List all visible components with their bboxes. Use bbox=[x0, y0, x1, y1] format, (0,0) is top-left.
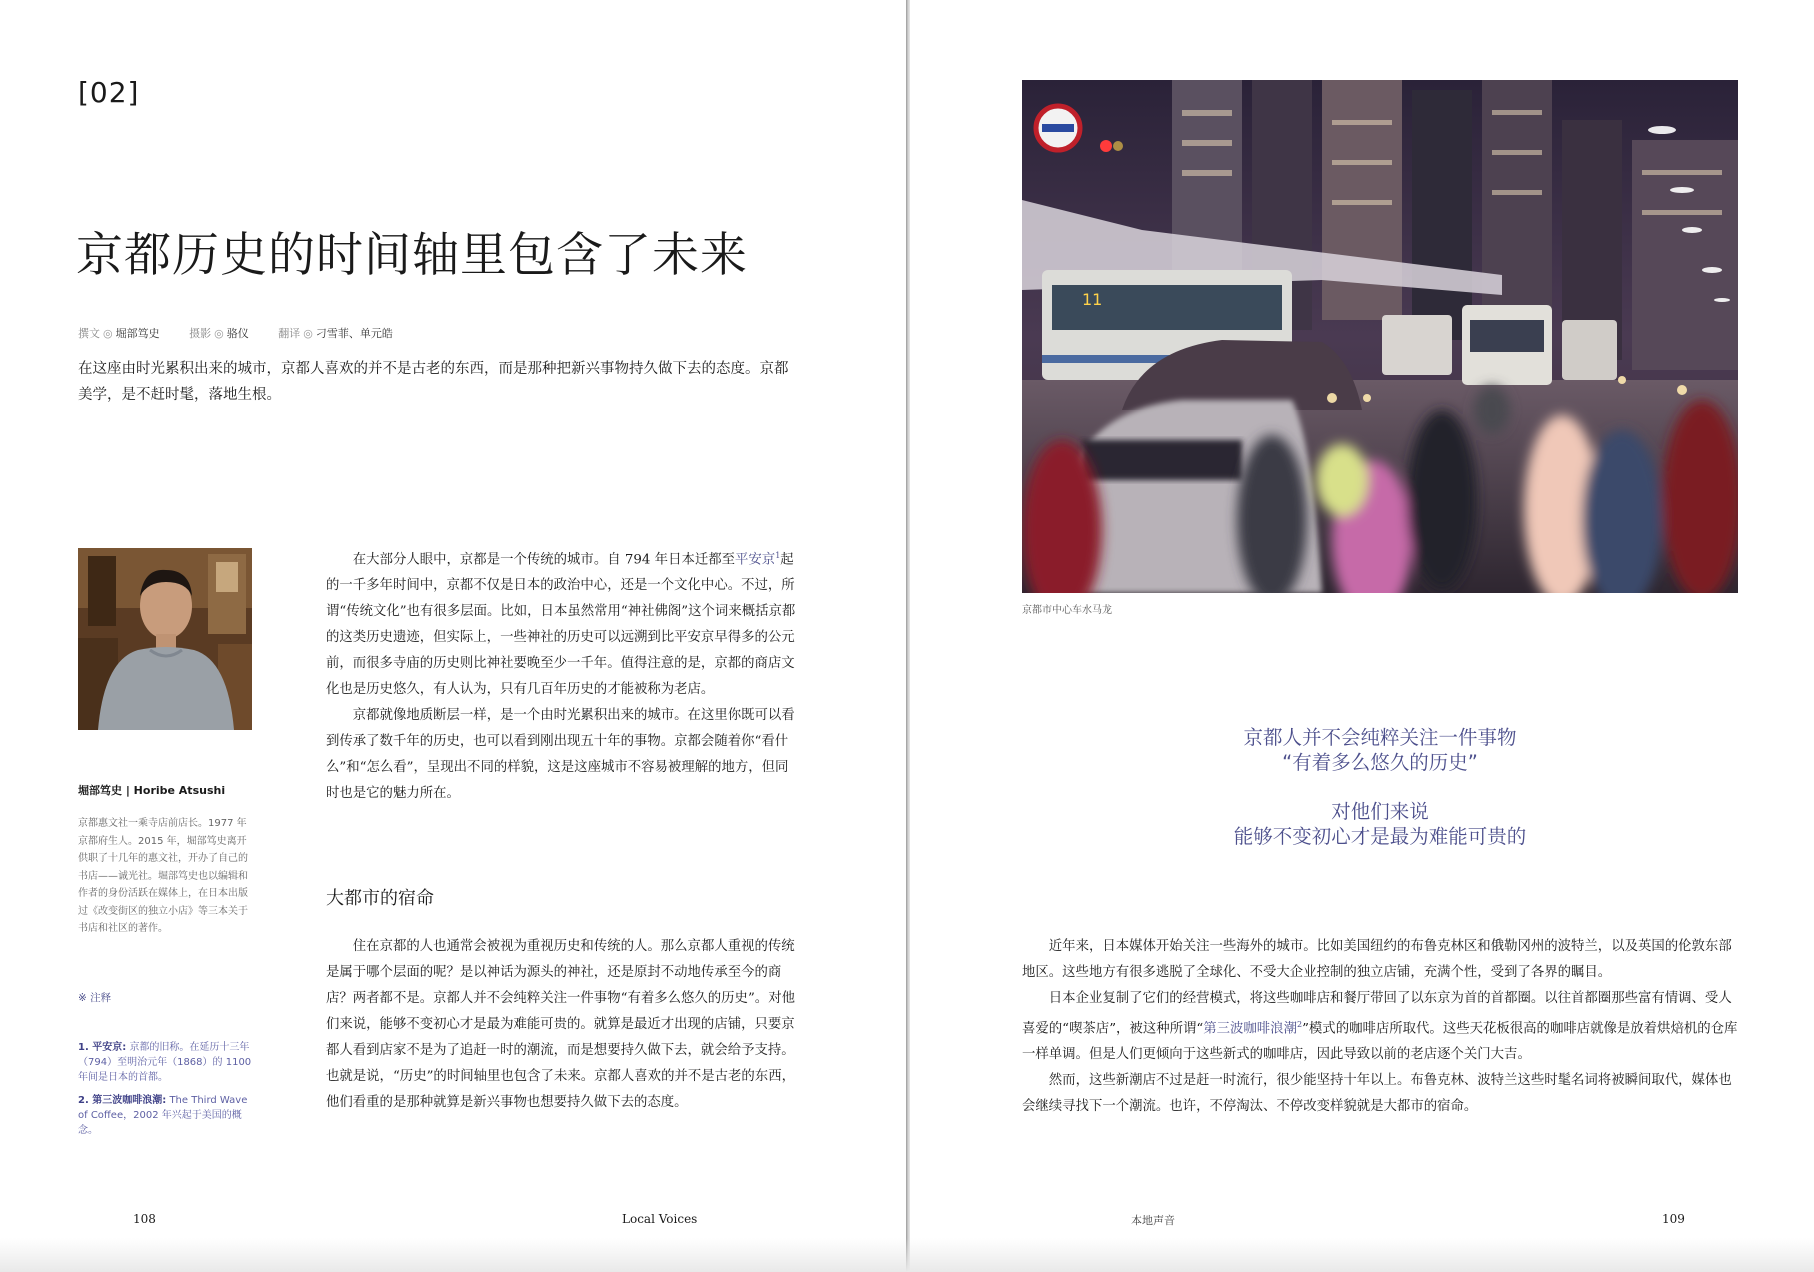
body-text bbox=[326, 543, 796, 807]
footnote-ref-third-wave: 第三波咖啡浪潮 bbox=[1203, 1021, 1297, 1037]
right-paragraph-3: 然而，这些新潮店不过是赶一时流行，很少能坚持十年以上。布鲁克林、波特兰这些时髦名词将被瞬间取代，媒体也会继续寻找下一个潮流。也许，不停淘汰、不停改变样貌就是大都市的宿命。 bbox=[1022, 1073, 1732, 1115]
kyoto-street-photo bbox=[1022, 80, 1738, 593]
article-number: [02] bbox=[78, 76, 140, 109]
pull-quote-line-2: “有着多么悠久的历史” bbox=[1282, 751, 1478, 774]
footnote-ref-heiankyo: 平安京 bbox=[735, 552, 776, 568]
page-number-right: 109 bbox=[1662, 1212, 1685, 1226]
page-bottom-shadow bbox=[0, 1238, 1814, 1272]
credit-translate: 翻译 ◎ 刁雪菲、单元皓 bbox=[278, 327, 393, 340]
right-paragraph-2: 日本企业复制了它们的经营模式，将这些咖啡店和餐厅带回了以东京为首的首都圈。以往首都圈那些富有情调、受人喜爱的“喫茶店”，被这种所谓“第三波咖啡浪潮$^2$”模式的咖啡店所取代。这些天花板很高的咖啡店就像是放着烘焙机的仓库一样单调。但是人们更倾向于这些新式的咖啡店，因此导致以前的老店逐个关门大吉。 bbox=[1022, 991, 1738, 1063]
page-number-left: 108 bbox=[133, 1212, 156, 1226]
pull-quote bbox=[1022, 725, 1738, 849]
running-title-left: Local Voices bbox=[622, 1212, 698, 1226]
lead-paragraph: 在这座由时光累积出来的城市，京都人喜欢的并不是古老的东西，而是那种把新兴事物持久做下去的态度。京都美学，是不赶时髦，落地生根。 bbox=[78, 361, 789, 403]
running-title-right: 本地声音 bbox=[1131, 1214, 1175, 1227]
author-name: 堀部笃史 | Horibe Atsushi bbox=[78, 784, 226, 797]
right-body-text bbox=[1022, 934, 1738, 1120]
section-body bbox=[326, 934, 796, 1116]
pull-quote-line-3: 对他们来说 bbox=[1331, 800, 1429, 823]
author-portrait bbox=[78, 548, 252, 730]
right-page bbox=[910, 0, 1814, 1272]
credit-writer: 撰文 ◎ 堀部笃史 bbox=[78, 327, 160, 340]
photo-caption: 京都市中心车水马龙 bbox=[1022, 605, 1112, 616]
credits-line bbox=[78, 325, 419, 341]
body-paragraph-2: 京都就像地质断层一样，是一个由时光累积出来的城市。在这里你既可以看到传承了数千年的历史，也可以看到刚出现五十年的事物。京都会随着你“看什么”和“怎么看”，呈现出不同的样貌，这是这座城市不容易被理解的地方，但同时也是它的魅力所在。 bbox=[326, 708, 795, 802]
bus-route-sign: 11 bbox=[1082, 290, 1103, 309]
article-title: 京都历史的时间轴里包含了未来 bbox=[76, 228, 748, 283]
right-paragraph-1: 近年来，日本媒体开始关注一些海外的城市。比如美国纽约的布鲁克林区和俄勒冈州的波特兰，以及英国的伦敦东部地区。这些地方有很多逃脱了全球化、不受大企业控制的独立店铺，充满个性，受到了各界的瞩目。 bbox=[1022, 939, 1732, 980]
pull-quote-line-4: 能够不变初心才是最为难能可贵的 bbox=[1233, 825, 1527, 848]
author-bio: 京都惠文社一乘寺店前店长。1977 年京都府生人。2015 年，堀部笃史离开供职了十几年的惠文社，开办了自己的书店——诚光社。堀部笃史也以编辑和作者的身份活跃在媒体上，在日本出版过《改变街区的独立小店》等三本关于书店和社区的著作。 bbox=[78, 818, 248, 934]
footnote-2: 2. 第三波咖啡浪潮: The Third Wave of Coffee，2002 年兴起于美国的概念。 bbox=[78, 1095, 248, 1136]
notes-heading: ※ 注释 bbox=[78, 992, 112, 1004]
left-page bbox=[0, 0, 906, 1272]
footnotes bbox=[78, 1040, 254, 1146]
body-paragraph-3: 住在京都的人也通常会被视为重视历史和传统的人。那么京都人重视的传统是属于哪个层面的呢？是以神话为源头的神社，还是原封不动地传承至今的商店？两者都不是。京都人并不会纯粹关注一件事物“有着多么悠久的历史”。对他们来说，能够不变初心才是最为难能可贵的。就算是最近才出现的店铺，只要京都人看到店家不是为了追赶一时的潮流，而是想要持久做下去，就会给予支持。也就是说，“历史”的时间轴里也包含了未来。京都人喜欢的并不是古老的东西，他们看重的是那种就算是新兴事物也想要持久做下去的态度。 bbox=[326, 939, 795, 1110]
pull-quote-line-1: 京都人并不会纯粹关注一件事物 bbox=[1243, 726, 1517, 749]
credit-photo: 摄影 ◎ 骆仪 bbox=[189, 327, 249, 340]
section-heading: 大都市的宿命 bbox=[326, 888, 434, 909]
footnote-1: 1. 平安京: 京都的旧称。在延历十三年（794）至明治元年（1868）的 1100 年间是日本的首都。 bbox=[78, 1042, 252, 1083]
body-paragraph-1: 在大部分人眼中，京都是一个传统的城市。自 794 年日本迁都至平安京$^1$起的一千多年时间中，京都不仅是日本的政治中心，还是一个文化中心。不过，所谓“传统文化”也有很多层面。比如，日本虽然常用“神社佛阁”这个词来概括京都的这类历史遗迹，但实际上，一些神社的历史可以远溯到比平安京早得多的公元前，而很多寺庙的历史则比神社要晚至少一千年。值得注意的是，京都的商店文化也是历史悠久，有人认为，只有几百年历史的才能被称为老店。 bbox=[326, 551, 796, 698]
